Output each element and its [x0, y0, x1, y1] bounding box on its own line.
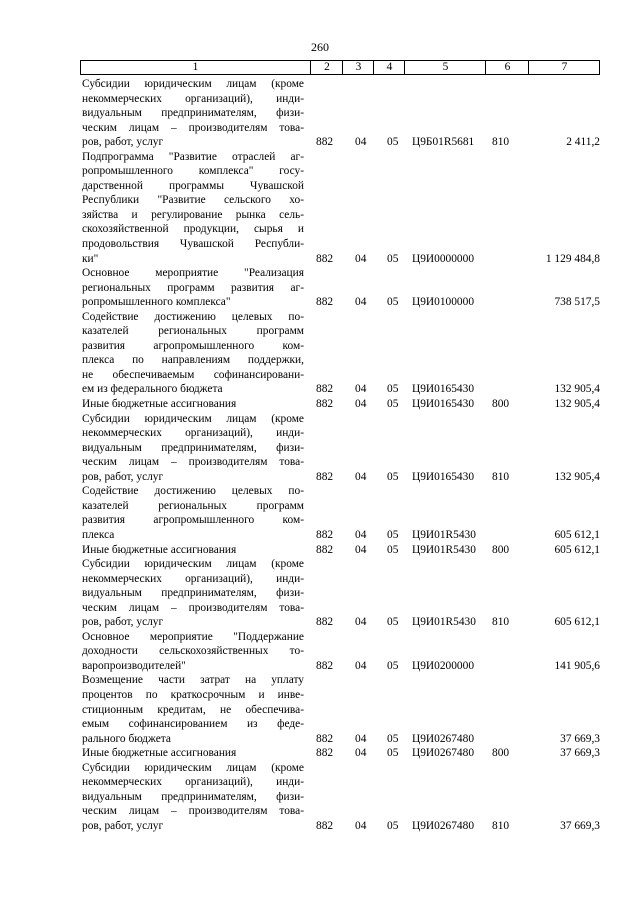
table-row [82, 761, 600, 834]
header-col-4: 4 [373, 61, 405, 74]
row-codes [82, 397, 600, 412]
table-row [82, 630, 600, 674]
section-code: 04 [355, 659, 367, 672]
target-article-code: Ц9Б01R5681 [412, 136, 475, 149]
amount: 132 905,4 [554, 398, 600, 411]
ministry-code: 882 [316, 252, 334, 265]
amount: 1 129 484,8 [545, 252, 600, 265]
header-col-5: 5 [404, 61, 486, 74]
row-codes [82, 252, 600, 267]
expense-type-code: 810 [492, 616, 510, 629]
description-line: казателей региональных программ [82, 499, 304, 512]
description-line: развития агропромышленного ком- [82, 514, 304, 527]
row-codes [82, 746, 600, 761]
amount: 605 612,1 [554, 616, 600, 629]
table-row [82, 412, 600, 485]
target-article-code: Ц9И01R5430 [412, 528, 476, 541]
description-line: некоммерческих организаций), инди- [82, 92, 304, 105]
description-line: варопроизводителей" [82, 659, 186, 672]
table-row [82, 543, 600, 558]
row-codes [82, 528, 600, 543]
ministry-code: 882 [316, 296, 334, 309]
subsection-code: 05 [387, 616, 399, 629]
amount: 37 669,3 [560, 732, 600, 745]
description-line: Подпрограмма "Развитие отраслей аг- [82, 150, 304, 163]
description-line: емым софинансированием из феде- [82, 718, 304, 731]
expense-type-code: 810 [492, 136, 510, 149]
ministry-code: 882 [316, 819, 334, 832]
expense-type-code: 800 [492, 543, 510, 556]
description-line: Субсидии юридическим лицам (кроме [82, 558, 304, 571]
row-codes [82, 382, 600, 397]
description-line: дарственной программы Чувашской [82, 179, 304, 192]
subsection-code: 05 [387, 747, 399, 760]
subsection-code: 05 [387, 543, 399, 556]
target-article-code: Ц9И0267480 [412, 732, 475, 745]
ministry-code: 882 [316, 383, 334, 396]
section-code: 04 [355, 528, 367, 541]
description-line: Основное мероприятие "Поддержание [82, 630, 304, 643]
target-article-code: Ц9И0267480 [412, 819, 475, 832]
table-row [82, 310, 600, 397]
description-line: ческим лицам – производителям това- [82, 456, 304, 469]
description-line: плекса по направлениям поддержки, [82, 354, 304, 367]
description-line: продовольствия Чувашской Республи- [82, 238, 304, 251]
description-line: плекса [82, 528, 115, 541]
description-line: доходности сельскохозяйственных то- [82, 645, 304, 658]
row-codes [82, 543, 600, 558]
description-line: ки" [82, 252, 99, 265]
description-line: процентов по краткосрочным и инве- [82, 688, 304, 701]
target-article-code: Ц9И0100000 [412, 296, 475, 309]
section-code: 04 [355, 543, 367, 556]
ministry-code: 882 [316, 747, 334, 760]
subsection-code: 05 [387, 528, 399, 541]
section-code: 04 [355, 819, 367, 832]
description-line: ем из федерального бюджета [82, 383, 223, 396]
description-line: Содействие достижению целевых по- [82, 310, 304, 323]
description-line: Иные бюджетные ассигнования [82, 543, 237, 556]
target-article-code: Ц9И01R5430 [412, 616, 476, 629]
amount: 605 612,1 [554, 528, 600, 541]
description-line: стиционным кредитам, не обеспечива- [82, 703, 304, 716]
description-line: региональных программ развития аг- [82, 281, 304, 294]
description-line: видуальным предпринимателям, физи- [82, 790, 304, 803]
amount: 2 411,2 [566, 136, 600, 149]
ministry-code: 882 [316, 543, 334, 556]
description-line: ропромышленного комплекса" госу- [82, 165, 304, 178]
description-line: некоммерческих организаций), инди- [82, 776, 304, 789]
subsection-code: 05 [387, 383, 399, 396]
subsection-code: 05 [387, 470, 399, 483]
section-code: 04 [355, 136, 367, 149]
row-description [82, 150, 304, 266]
header-col-7: 7 [528, 61, 600, 74]
target-article-code: Ц9И0200000 [412, 659, 475, 672]
table-row [82, 77, 600, 150]
description-line: казателей региональных программ [82, 325, 304, 338]
row-codes [82, 295, 600, 310]
description-line: Субсидии юридическим лицам (кроме [82, 78, 304, 90]
description-line: не обеспечиваемым софинансировани- [82, 368, 304, 381]
target-article-code: Ц9И0165430 [412, 398, 475, 411]
target-article-code: Ц9И0165430 [412, 383, 475, 396]
row-codes [82, 819, 600, 834]
description-line: скохозяйственной продукции, сырья и [82, 223, 304, 236]
table-row [82, 557, 600, 630]
amount: 132 905,4 [554, 470, 600, 483]
subsection-code: 05 [387, 398, 399, 411]
subsection-code: 05 [387, 252, 399, 265]
ministry-code: 882 [316, 732, 334, 745]
section-code: 04 [355, 296, 367, 309]
description-line: Субсидии юридическим лицам (кроме [82, 412, 304, 425]
header-col-2: 2 [310, 61, 343, 74]
section-code: 04 [355, 616, 367, 629]
section-code: 04 [355, 398, 367, 411]
description-line: некоммерческих организаций), инди- [82, 572, 304, 585]
section-code: 04 [355, 470, 367, 483]
description-line: Иные бюджетные ассигнования [82, 398, 237, 411]
target-article-code: Ц9И0165430 [412, 470, 475, 483]
description-line: ров, работ, услуг [82, 819, 164, 832]
subsection-code: 05 [387, 136, 399, 149]
description-line: Субсидии юридическим лицам (кроме [82, 761, 304, 774]
row-codes [82, 659, 600, 674]
description-line: ческим лицам – производителям това- [82, 121, 304, 134]
table-row [82, 746, 600, 761]
subsection-code: 05 [387, 732, 399, 745]
section-code: 04 [355, 747, 367, 760]
row-codes [82, 615, 600, 630]
subsection-code: 05 [387, 296, 399, 309]
description-line: рального бюджета [82, 732, 171, 745]
expense-type-code: 800 [492, 398, 510, 411]
target-article-code: Ц9И0267480 [412, 747, 475, 760]
amount: 738 517,5 [554, 296, 600, 309]
target-article-code: Ц9И0000000 [412, 252, 475, 265]
row-codes [82, 135, 600, 150]
description-line: Республики "Развитие сельского хо- [82, 194, 304, 207]
expense-type-code: 810 [492, 819, 510, 832]
amount: 141 905,6 [554, 659, 600, 672]
header-col-1: 1 [192, 61, 199, 73]
description-line: видуальным предпринимателям, физи- [82, 441, 304, 454]
description-line: ров, работ, услуг [82, 136, 164, 149]
description-line: ров, работ, услуг [82, 616, 164, 629]
ministry-code: 882 [316, 659, 334, 672]
table-header [80, 60, 600, 75]
header-col-3: 3 [342, 61, 374, 74]
subsection-code: 05 [387, 819, 399, 832]
ministry-code: 882 [316, 398, 334, 411]
row-codes [82, 732, 600, 747]
description-line: Основное мероприятие "Реализация [82, 267, 304, 280]
budget-table [82, 77, 600, 833]
amount: 37 669,3 [560, 819, 600, 832]
table-row [82, 484, 600, 542]
ministry-code: 882 [316, 136, 334, 149]
table-row [82, 397, 600, 412]
description-line: ческим лицам – производителям това- [82, 805, 304, 818]
amount: 132 905,4 [554, 383, 600, 396]
expense-type-code: 800 [492, 747, 510, 760]
section-code: 04 [355, 252, 367, 265]
description-line: ческим лицам – производителям това- [82, 601, 304, 614]
description-line: некоммерческих организаций), инди- [82, 427, 304, 440]
ministry-code: 882 [316, 528, 334, 541]
section-code: 04 [355, 732, 367, 745]
table-row [82, 266, 600, 310]
description-line: Возмещение части затрат на уплату [82, 674, 304, 687]
target-article-code: Ц9И01R5430 [412, 543, 476, 556]
header-col-6: 6 [485, 61, 529, 74]
table-row [82, 150, 600, 266]
ministry-code: 882 [316, 470, 334, 483]
page-number: 260 [311, 40, 329, 54]
description-line: видуальным предпринимателям, физи- [82, 107, 304, 120]
subsection-code: 05 [387, 659, 399, 672]
description-line: видуальным предпринимателям, физи- [82, 587, 304, 600]
ministry-code: 882 [316, 616, 334, 629]
amount: 605 612,1 [554, 543, 600, 556]
row-codes [82, 470, 600, 485]
amount: 37 669,3 [560, 747, 600, 760]
section-code: 04 [355, 383, 367, 396]
description-line: Содействие достижению целевых по- [82, 485, 304, 498]
table-row [82, 673, 600, 746]
description-line: развития агропромышленного ком- [82, 339, 304, 352]
description-line: ропромышленного комплекса" [82, 296, 231, 309]
expense-type-code: 810 [492, 470, 510, 483]
description-line: Иные бюджетные ассигнования [82, 747, 237, 760]
description-line: ров, работ, услуг [82, 470, 164, 483]
description-line: зяйства и регулирование рынка сель- [82, 208, 304, 221]
